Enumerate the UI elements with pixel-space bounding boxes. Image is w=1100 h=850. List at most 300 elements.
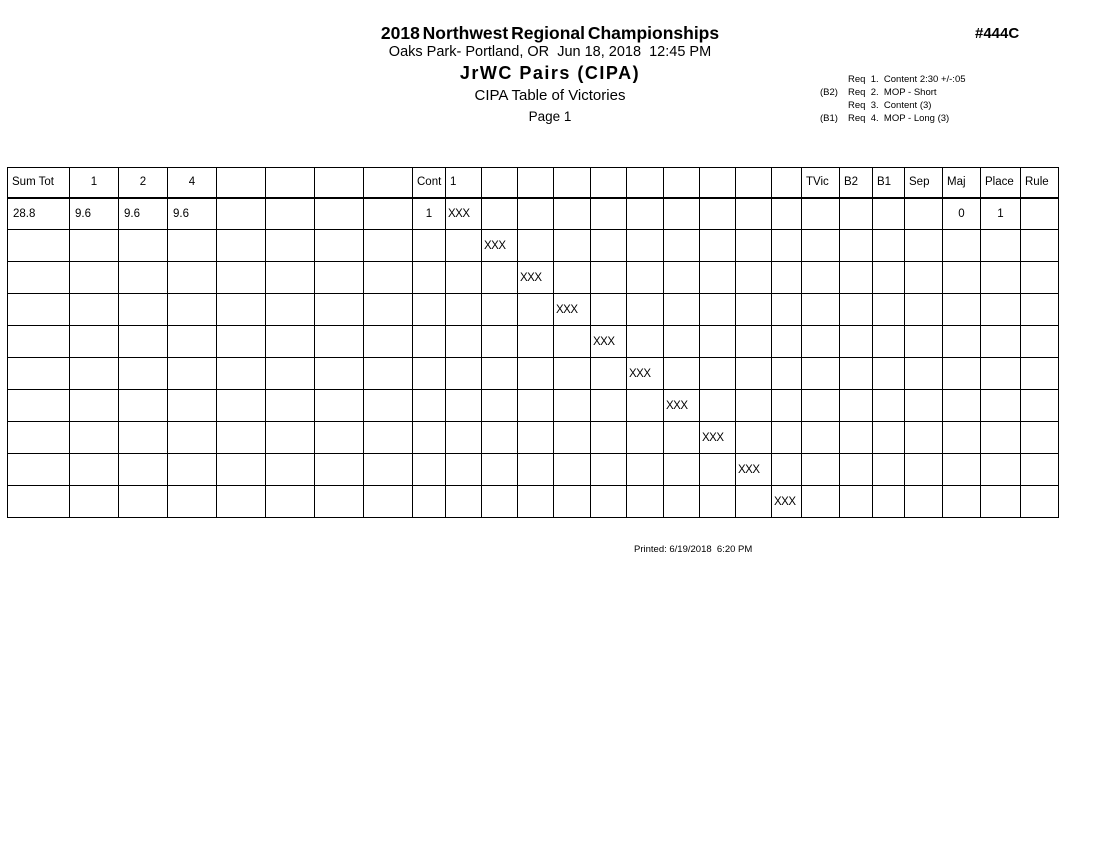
cell-r6-c14 <box>591 358 627 390</box>
cell-r1-c15 <box>627 198 664 230</box>
cell-r6-c11 <box>482 358 518 390</box>
cell-r7-c6 <box>266 390 315 422</box>
cell-r7-c26 <box>1021 390 1059 422</box>
cell-r9-c20 <box>802 454 840 486</box>
cell-r4-c24 <box>943 294 981 326</box>
cell-r4-c21 <box>840 294 873 326</box>
venue-date-line: Oaks Park- Portland, OR Jun 18, 2018 12:45 PM <box>388 44 712 60</box>
cell-r3-c15 <box>627 262 664 294</box>
cell-r9-c7 <box>315 454 364 486</box>
cell-r1-c5 <box>217 198 266 230</box>
cell-r8-c7 <box>315 422 364 454</box>
cell-r10-c8 <box>364 486 413 518</box>
cell-r4-c10 <box>446 294 482 326</box>
cell-r4-c2 <box>70 294 119 326</box>
cell-r10-c10 <box>446 486 482 518</box>
column-header-place: Place <box>981 168 1021 198</box>
column-header-blank-16 <box>700 168 736 198</box>
cell-r3-c20 <box>802 262 840 294</box>
column-header-blank-4 <box>217 168 266 198</box>
cell-r7-c24 <box>943 390 981 422</box>
table-row <box>8 422 1059 454</box>
cell-r7-c13 <box>554 390 591 422</box>
cell-r10-c20 <box>802 486 840 518</box>
self-match-cell: XXX <box>482 230 518 262</box>
cell-r9-c3 <box>119 454 168 486</box>
table-row <box>8 230 1059 262</box>
cell-r4-c14 <box>591 294 627 326</box>
cell-r2-c19 <box>772 230 802 262</box>
cell-r1-c17 <box>700 198 736 230</box>
cell-r6-c21 <box>840 358 873 390</box>
cell-r6-c18 <box>736 358 772 390</box>
cell-r1-c6 <box>266 198 315 230</box>
cell-r5-c5 <box>217 326 266 358</box>
column-header-blank-7 <box>364 168 413 198</box>
cell-r1-c3: 9.6 <box>119 198 168 230</box>
cell-r9-c25 <box>981 454 1021 486</box>
cell-r3-c19 <box>772 262 802 294</box>
cell-r8-c4 <box>168 422 217 454</box>
cell-r7-c7 <box>315 390 364 422</box>
column-header-4: 4 <box>168 168 217 198</box>
self-match-cell: XXX <box>518 262 554 294</box>
cell-r8-c11 <box>482 422 518 454</box>
cell-r5-c24 <box>943 326 981 358</box>
cell-r6-c8 <box>364 358 413 390</box>
cell-r4-c23 <box>905 294 943 326</box>
header-row <box>8 168 1059 198</box>
cell-r7-c21 <box>840 390 873 422</box>
cell-r7-c19 <box>772 390 802 422</box>
cell-r5-c11 <box>482 326 518 358</box>
table-row <box>8 390 1059 422</box>
cell-r5-c25 <box>981 326 1021 358</box>
cell-r3-c3 <box>119 262 168 294</box>
cell-r1-c1: 28.8 <box>8 198 70 230</box>
cell-r6-c6 <box>266 358 315 390</box>
cell-r9-c14 <box>591 454 627 486</box>
cell-r3-c10 <box>446 262 482 294</box>
cell-r3-c1 <box>8 262 70 294</box>
cell-r3-c5 <box>217 262 266 294</box>
cell-r7-c3 <box>119 390 168 422</box>
cell-r4-c5 <box>217 294 266 326</box>
column-header-blank-6 <box>315 168 364 198</box>
cell-r3-c18 <box>736 262 772 294</box>
column-header-tvic: TVic <box>802 168 840 198</box>
cell-r7-c10 <box>446 390 482 422</box>
cell-r7-c5 <box>217 390 266 422</box>
cell-r5-c1 <box>8 326 70 358</box>
cell-r5-c15 <box>627 326 664 358</box>
cell-r9-c12 <box>518 454 554 486</box>
cell-r1-c4: 9.6 <box>168 198 217 230</box>
cell-r1-c22 <box>873 198 905 230</box>
cell-r10-c6 <box>266 486 315 518</box>
column-header-blank-14 <box>627 168 664 198</box>
cell-r3-c24 <box>943 262 981 294</box>
cell-r4-c8 <box>364 294 413 326</box>
req-4-prefix: (B1) <box>820 113 838 124</box>
cell-r10-c21 <box>840 486 873 518</box>
cell-r3-c6 <box>266 262 315 294</box>
cell-r9-c16 <box>664 454 700 486</box>
table-row <box>8 454 1059 486</box>
competition-title: 2018 Northwest Regional Championships <box>380 23 720 43</box>
table-row <box>8 358 1059 390</box>
cell-r10-c2 <box>70 486 119 518</box>
cell-r8-c20 <box>802 422 840 454</box>
self-match-cell: XXX <box>664 390 700 422</box>
cell-r6-c13 <box>554 358 591 390</box>
self-match-cell: XXX <box>736 454 772 486</box>
self-match-cell: XXX <box>554 294 591 326</box>
cell-r8-c10 <box>446 422 482 454</box>
cell-r5-c26 <box>1021 326 1059 358</box>
cell-r2-c18 <box>736 230 772 262</box>
column-header-blank-11 <box>518 168 554 198</box>
cell-r3-c8 <box>364 262 413 294</box>
cell-r4-c9 <box>413 294 446 326</box>
self-match-cell: XXX <box>627 358 664 390</box>
cell-r10-c3 <box>119 486 168 518</box>
cell-r7-c4 <box>168 390 217 422</box>
cell-r6-c9 <box>413 358 446 390</box>
cell-r9-c21 <box>840 454 873 486</box>
cell-r9-c26 <box>1021 454 1059 486</box>
cell-r9-c17 <box>700 454 736 486</box>
cell-r4-c15 <box>627 294 664 326</box>
cell-r9-c8 <box>364 454 413 486</box>
victories-table <box>7 167 1059 518</box>
cell-r6-c12 <box>518 358 554 390</box>
cell-r2-c15 <box>627 230 664 262</box>
cell-r10-c5 <box>217 486 266 518</box>
cell-r4-c22 <box>873 294 905 326</box>
requirements-block <box>820 73 966 125</box>
cell-r2-c9 <box>413 230 446 262</box>
cell-r6-c5 <box>217 358 266 390</box>
cell-r2-c24 <box>943 230 981 262</box>
table-row <box>8 294 1059 326</box>
cell-r8-c8 <box>364 422 413 454</box>
cell-r5-c18 <box>736 326 772 358</box>
cell-r10-c13 <box>554 486 591 518</box>
cell-r7-c17 <box>700 390 736 422</box>
column-header-blank-17 <box>736 168 772 198</box>
column-header-blank-12 <box>554 168 591 198</box>
cell-r3-c14 <box>591 262 627 294</box>
cell-r9-c23 <box>905 454 943 486</box>
cell-r1-c9: 1 <box>413 198 446 230</box>
cell-r5-c9 <box>413 326 446 358</box>
cell-r10-c9 <box>413 486 446 518</box>
cell-r7-c15 <box>627 390 664 422</box>
cell-r10-c24 <box>943 486 981 518</box>
cell-r5-c22 <box>873 326 905 358</box>
cell-r9-c9 <box>413 454 446 486</box>
cell-r10-c11 <box>482 486 518 518</box>
cell-r1-c8 <box>364 198 413 230</box>
cell-r4-c19 <box>772 294 802 326</box>
cell-r5-c8 <box>364 326 413 358</box>
table-row <box>8 486 1059 518</box>
cell-r5-c13 <box>554 326 591 358</box>
cell-r8-c14 <box>591 422 627 454</box>
cell-r6-c22 <box>873 358 905 390</box>
column-header-1: 1 <box>446 168 482 198</box>
cell-r7-c22 <box>873 390 905 422</box>
table-row <box>8 262 1059 294</box>
cell-r8-c26 <box>1021 422 1059 454</box>
cell-r10-c15 <box>627 486 664 518</box>
cell-r10-c14 <box>591 486 627 518</box>
cell-r5-c6 <box>266 326 315 358</box>
cell-r2-c1 <box>8 230 70 262</box>
cell-r2-c7 <box>315 230 364 262</box>
cell-r1-c14 <box>591 198 627 230</box>
victories-table-wrap <box>7 167 1059 518</box>
column-header-b2: B2 <box>840 168 873 198</box>
cell-r7-c2 <box>70 390 119 422</box>
event-name: JrWC Pairs (CIPA) <box>459 63 641 83</box>
cell-r5-c19 <box>772 326 802 358</box>
cell-r5-c3 <box>119 326 168 358</box>
column-header-blank-13 <box>591 168 627 198</box>
cell-r6-c7 <box>315 358 364 390</box>
cell-r9-c6 <box>266 454 315 486</box>
cell-r1-c21 <box>840 198 873 230</box>
cell-r10-c26 <box>1021 486 1059 518</box>
printed-timestamp: Printed: 6/19/2018 6:20 PM <box>634 544 753 555</box>
cell-r4-c16 <box>664 294 700 326</box>
cell-r6-c24 <box>943 358 981 390</box>
column-header-sep: Sep <box>905 168 943 198</box>
cell-r4-c11 <box>482 294 518 326</box>
cell-r5-c2 <box>70 326 119 358</box>
cell-r1-c19 <box>772 198 802 230</box>
cell-r9-c10 <box>446 454 482 486</box>
cell-r2-c8 <box>364 230 413 262</box>
cell-r5-c21 <box>840 326 873 358</box>
cell-r6-c16 <box>664 358 700 390</box>
cell-r9-c2 <box>70 454 119 486</box>
cell-r8-c24 <box>943 422 981 454</box>
cell-r1-c25: 1 <box>981 198 1021 230</box>
cell-r2-c22 <box>873 230 905 262</box>
cell-r6-c23 <box>905 358 943 390</box>
cell-r2-c5 <box>217 230 266 262</box>
cell-r2-c23 <box>905 230 943 262</box>
cell-r4-c25 <box>981 294 1021 326</box>
cell-r1-c13 <box>554 198 591 230</box>
cell-r4-c4 <box>168 294 217 326</box>
report-name: CIPA Table of Victories <box>474 87 626 104</box>
column-header-b1: B1 <box>873 168 905 198</box>
cell-r10-c1 <box>8 486 70 518</box>
page-number: Page 1 <box>528 109 572 124</box>
cell-r7-c11 <box>482 390 518 422</box>
column-header-sum-tot: Sum Tot <box>8 168 70 198</box>
cell-r5-c16 <box>664 326 700 358</box>
cell-r8-c21 <box>840 422 873 454</box>
cell-r10-c4 <box>168 486 217 518</box>
cell-r7-c18 <box>736 390 772 422</box>
cell-r2-c3 <box>119 230 168 262</box>
cell-r5-c4 <box>168 326 217 358</box>
cell-r8-c5 <box>217 422 266 454</box>
cell-r2-c12 <box>518 230 554 262</box>
cell-r8-c19 <box>772 422 802 454</box>
cell-r9-c5 <box>217 454 266 486</box>
cell-r2-c17 <box>700 230 736 262</box>
cell-r3-c16 <box>664 262 700 294</box>
cell-r4-c3 <box>119 294 168 326</box>
cell-r8-c13 <box>554 422 591 454</box>
cell-r7-c23 <box>905 390 943 422</box>
cell-r1-c24: 0 <box>943 198 981 230</box>
cell-r6-c3 <box>119 358 168 390</box>
cell-r2-c10 <box>446 230 482 262</box>
cell-r7-c8 <box>364 390 413 422</box>
cell-r2-c2 <box>70 230 119 262</box>
cell-r1-c18 <box>736 198 772 230</box>
cell-r3-c9 <box>413 262 446 294</box>
column-header-cont: Cont <box>413 168 446 198</box>
cell-r7-c20 <box>802 390 840 422</box>
cell-r10-c18 <box>736 486 772 518</box>
req-1-text: Req 1. Content 2:30 +/-:05 <box>848 74 966 85</box>
cell-r10-c22 <box>873 486 905 518</box>
cell-r3-c7 <box>315 262 364 294</box>
column-header-rule: Rule <box>1021 168 1059 198</box>
cell-r5-c12 <box>518 326 554 358</box>
cell-r8-c23 <box>905 422 943 454</box>
cell-r2-c20 <box>802 230 840 262</box>
cell-r7-c25 <box>981 390 1021 422</box>
cell-r6-c17 <box>700 358 736 390</box>
table-row <box>8 198 1059 230</box>
cell-r4-c17 <box>700 294 736 326</box>
cell-r3-c11 <box>482 262 518 294</box>
cell-r9-c19 <box>772 454 802 486</box>
cell-r8-c15 <box>627 422 664 454</box>
cell-r8-c12 <box>518 422 554 454</box>
cell-r4-c18 <box>736 294 772 326</box>
req-3-text: Req 3. Content (3) <box>848 100 932 111</box>
cell-r5-c7 <box>315 326 364 358</box>
table-row <box>8 326 1059 358</box>
cell-r6-c1 <box>8 358 70 390</box>
cell-r1-c23 <box>905 198 943 230</box>
cell-r9-c24 <box>943 454 981 486</box>
cell-r5-c20 <box>802 326 840 358</box>
self-match-cell: XXX <box>446 198 482 230</box>
cell-r4-c7 <box>315 294 364 326</box>
cell-r8-c9 <box>413 422 446 454</box>
cell-r9-c1 <box>8 454 70 486</box>
column-header-blank-15 <box>664 168 700 198</box>
cell-r10-c23 <box>905 486 943 518</box>
cell-r10-c25 <box>981 486 1021 518</box>
cell-r3-c22 <box>873 262 905 294</box>
cell-r4-c20 <box>802 294 840 326</box>
cell-r1-c2: 9.6 <box>70 198 119 230</box>
cell-r2-c16 <box>664 230 700 262</box>
cell-r4-c12 <box>518 294 554 326</box>
cell-r7-c14 <box>591 390 627 422</box>
req-3-prefix <box>820 99 848 112</box>
cell-r2-c13 <box>554 230 591 262</box>
cell-r7-c12 <box>518 390 554 422</box>
cell-r9-c22 <box>873 454 905 486</box>
cell-r9-c13 <box>554 454 591 486</box>
cell-r6-c2 <box>70 358 119 390</box>
cell-r10-c16 <box>664 486 700 518</box>
cell-r1-c11 <box>482 198 518 230</box>
req-2-text: Req 2. MOP - Short <box>848 87 937 98</box>
self-match-cell: XXX <box>591 326 627 358</box>
entry-number: #444C <box>975 25 1020 42</box>
cell-r3-c17 <box>700 262 736 294</box>
cell-r3-c4 <box>168 262 217 294</box>
self-match-cell: XXX <box>700 422 736 454</box>
cell-r3-c25 <box>981 262 1021 294</box>
cell-r4-c1 <box>8 294 70 326</box>
cell-r3-c21 <box>840 262 873 294</box>
cell-r7-c1 <box>8 390 70 422</box>
cell-r2-c4 <box>168 230 217 262</box>
cell-r6-c20 <box>802 358 840 390</box>
cell-r1-c16 <box>664 198 700 230</box>
column-header-blank-18 <box>772 168 802 198</box>
cell-r8-c18 <box>736 422 772 454</box>
cell-r8-c3 <box>119 422 168 454</box>
cell-r6-c10 <box>446 358 482 390</box>
cell-r10-c7 <box>315 486 364 518</box>
cell-r6-c19 <box>772 358 802 390</box>
cell-r2-c6 <box>266 230 315 262</box>
column-header-2: 2 <box>119 168 168 198</box>
cell-r7-c9 <box>413 390 446 422</box>
req-2-prefix: (B2) <box>820 87 838 98</box>
cell-r10-c17 <box>700 486 736 518</box>
cell-r2-c25 <box>981 230 1021 262</box>
cell-r3-c2 <box>70 262 119 294</box>
req-1-prefix <box>820 73 848 86</box>
cell-r5-c10 <box>446 326 482 358</box>
cell-r4-c6 <box>266 294 315 326</box>
column-header-blank-10 <box>482 168 518 198</box>
cell-r8-c1 <box>8 422 70 454</box>
cell-r8-c22 <box>873 422 905 454</box>
column-header-maj: Maj <box>943 168 981 198</box>
cell-r8-c16 <box>664 422 700 454</box>
cell-r3-c13 <box>554 262 591 294</box>
cell-r2-c26 <box>1021 230 1059 262</box>
cell-r1-c26 <box>1021 198 1059 230</box>
self-match-cell: XXX <box>772 486 802 518</box>
cell-r1-c20 <box>802 198 840 230</box>
cell-r5-c17 <box>700 326 736 358</box>
cell-r5-c23 <box>905 326 943 358</box>
cell-r2-c21 <box>840 230 873 262</box>
cell-r9-c4 <box>168 454 217 486</box>
cell-r8-c25 <box>981 422 1021 454</box>
column-header-blank-5 <box>266 168 315 198</box>
cell-r8-c6 <box>266 422 315 454</box>
